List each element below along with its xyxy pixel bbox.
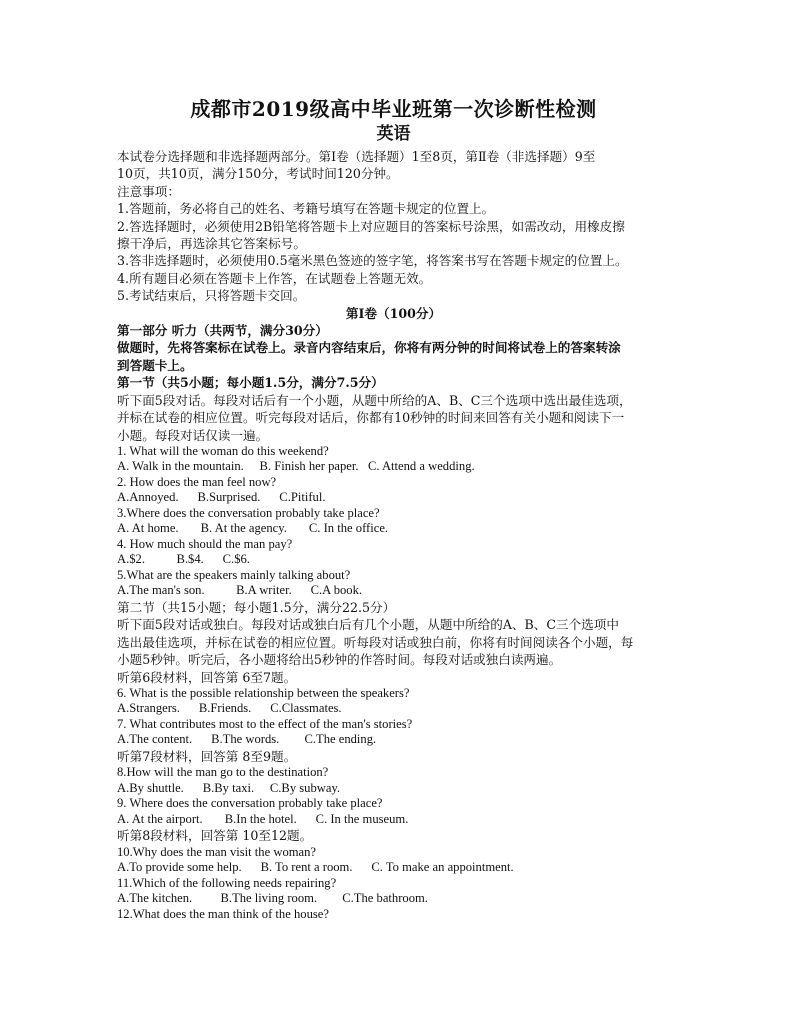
- intro-line: 10页，共10页，满分150分，考试时间120分钟。: [117, 166, 399, 182]
- question-options: A.The kitchen. B.The living room. C.The bathroom.: [117, 891, 428, 906]
- question-text: 6. What is the possible relationship between the speakers?: [117, 685, 410, 700]
- question-options: A. Walk in the mountain. B. Finish her paper. C. Attend a wedding.: [117, 459, 475, 474]
- section-instruction: 选出最佳选项，并标在试卷的相应位置。听每段对话或独白前，你将有时间阅读各个小题，每: [117, 634, 634, 650]
- note-item: 1.答题前，务必将自己的姓名、考籍号填写在答题卡规定的位置上。: [117, 201, 495, 217]
- question-options: A.Strangers. B.Friends. C.Classmates.: [117, 701, 342, 716]
- question-options: A. At home. B. At the agency. C. In the office.: [117, 521, 389, 536]
- notes-title: 注意事项：: [117, 183, 180, 199]
- subject-title: 英语: [376, 124, 411, 144]
- volume-heading: 第Ⅰ卷（100分）: [345, 305, 442, 321]
- question-text: 1. What will the woman do this weekend?: [117, 443, 329, 458]
- question-text: 4. How much should the man pay?: [117, 536, 293, 551]
- section-instruction: 听下面5段对话或独白。每段对话或独白后有几个小题，从题中所给的A、B、C三个选项中: [117, 617, 619, 633]
- section-instruction: 小题。每段对话仅读一遍。: [117, 427, 269, 443]
- intro-line: 本试卷分选择题和非选择题两部分。第Ⅰ卷（选择题）1至8页，第Ⅱ卷（非选择题）9至: [117, 149, 596, 164]
- question-text: 10.Why does the man visit the woman?: [117, 844, 317, 859]
- part-instruction: 到答题卡上。: [117, 357, 193, 373]
- part-instruction: 做题时，先将答案标在试卷上。录音内容结束后，你将有两分钟的时间将试卷上的答案转涂: [117, 340, 621, 356]
- question-options: A.The content. B.The words. C.The ending.: [117, 732, 377, 747]
- material-heading: 听第6段材料，回答第 6至7题。: [117, 669, 297, 685]
- question-text: 12.What does the man think of the house?: [117, 906, 329, 921]
- question-options: A.Annoyed. B.Surprised. C.Pitiful.: [117, 490, 326, 505]
- question-text: 7. What contributes most to the effect of the man's stories?: [117, 716, 413, 731]
- part-heading: 第一部分 听力（共两节，满分30分）: [117, 323, 328, 339]
- exam-title: 成都市2019级高中毕业班第一次诊断性检测: [190, 97, 597, 121]
- note-item: 3.答非选择题时，必须使用0.5毫米黑色签迹的签字笔，将答案书写在答题卡规定的位置上。: [117, 253, 628, 269]
- material-heading: 听第8段材料，回答第 10至12题。: [117, 828, 313, 844]
- note-item: 5.考试结束后，只将答题卡交回。: [117, 288, 306, 304]
- question-options: A.$2. B.$4. C.$6.: [117, 552, 250, 567]
- question-options: A.By shuttle. B.By taxi. C.By subway.: [117, 780, 341, 795]
- note-item: 2.答选择题时，必须使用2B铅笔将答题卡上对应题目的答案标号涂黑，如需改动，用橡皮擦: [117, 218, 625, 234]
- question-text: 9. Where does the conversation probably take place?: [117, 796, 383, 811]
- note-item: 4.所有题目必须在答题卡上作答，在试题卷上答题无效。: [117, 270, 432, 286]
- section-heading: 第二节（共15小题；每小题1.5分，满分22.5分）: [117, 599, 396, 615]
- section-heading: 第一节（共5小题；每小题1.5分，满分7.5分）: [117, 375, 384, 391]
- question-text: 2. How does the man feel now?: [117, 474, 277, 489]
- section-instruction: 并标在试卷的相应位置。听完每段对话后，你都有10秒钟的时间来回答有关小题和阅读下一: [117, 410, 625, 426]
- material-heading: 听第7段材料，回答第 8至9题。: [117, 748, 297, 764]
- question-text: 11.Which of the following needs repairing?: [117, 875, 337, 890]
- section-instruction: 听下面5段对话。每段对话后有一个小题，从题中所给的A、B、C三个选项中选出最佳选项，: [117, 392, 632, 408]
- question-text: 3.Where does the conversation probably take place?: [117, 505, 380, 520]
- question-text: 5.What are the speakers mainly talking about?: [117, 567, 351, 582]
- question-options: A.To provide some help. B. To rent a room. C. To make an appointment.: [117, 860, 514, 875]
- question-options: A.The man's son. B.A writer. C.A book.: [117, 583, 363, 598]
- section-instruction: 小题5秒钟。听完后，各小题将给出5秒钟的作答时间。每段对话或独白读两遍。: [117, 652, 562, 668]
- note-item: 擦干净后，再选涂其它答案标号。: [117, 236, 306, 252]
- question-options: A. At the airport. B.In the hotel. C. In the museum.: [117, 811, 409, 826]
- question-text: 8.How will the man go to the destination?: [117, 765, 329, 780]
